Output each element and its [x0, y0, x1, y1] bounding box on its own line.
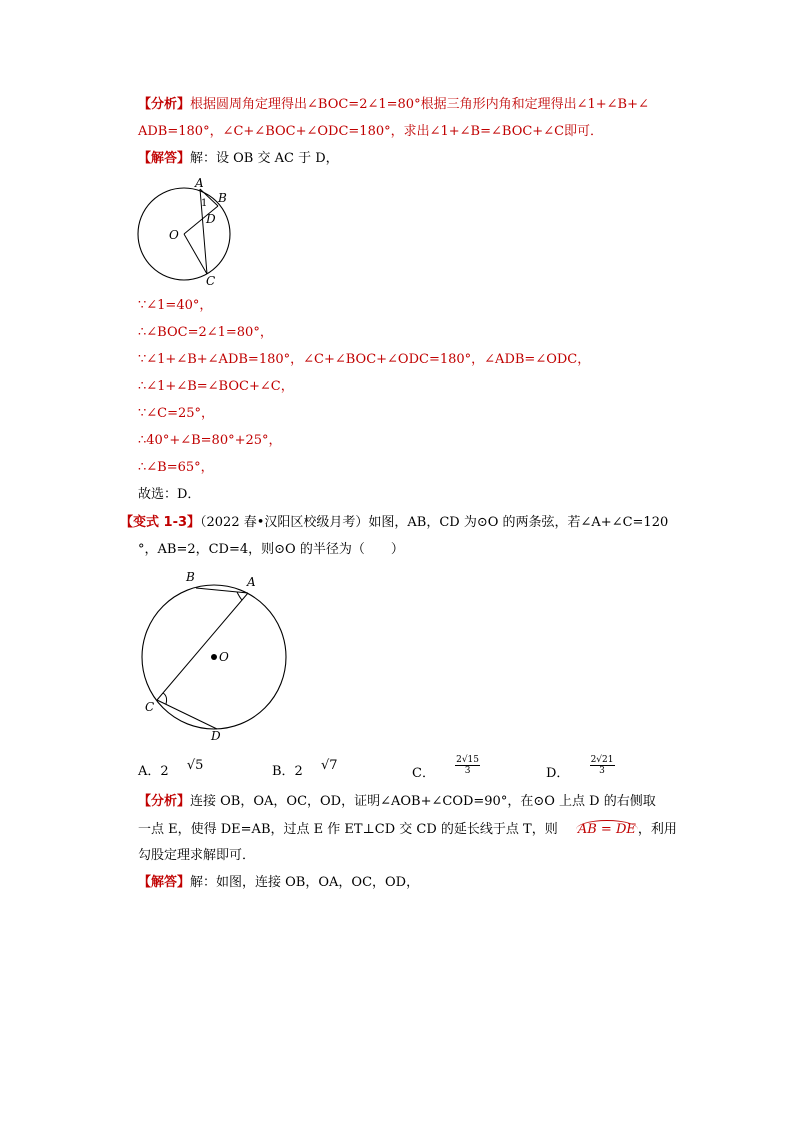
answer-tag: 【解答】: [138, 151, 191, 166]
circle-figure-1: [130, 172, 240, 290]
variant-text-1: （2022 春•汉阳区校级月考）如图，AB，CD 为⊙O 的两条弦，若∠A+∠C=120: [200, 515, 669, 530]
option-b-label: B．2: [272, 764, 303, 779]
conclusion: 故选：D．: [138, 487, 201, 502]
label-a: A: [195, 176, 204, 190]
answer2-line: [138, 874, 419, 892]
option-b-root: √7: [320, 758, 338, 773]
option-c-denominator: 3: [464, 766, 471, 776]
analysis2-line-1: [138, 793, 656, 811]
radius-oc: [184, 234, 207, 274]
variant-tag: 【变式 1-3】: [120, 515, 201, 530]
option-c[interactable]: [412, 755, 480, 784]
analysis-line-2: ADB=180°，∠C+∠BOC+∠ODC=180°，求出∠1+∠B=∠BOC+∠C即可．: [138, 124, 604, 139]
chord-cd: [157, 700, 217, 729]
step-1: ∵∠1=40°，: [138, 298, 213, 313]
variant-line-2: °，AB=2，CD=4，则⊙O 的半径为（ ）: [138, 542, 404, 557]
answer2-intro: 解：如图，连接 OB，OA，OC，OD，: [190, 875, 420, 890]
analysis-line-1: [138, 96, 649, 114]
label-angle-1: 1: [201, 198, 208, 209]
option-c-numerator: 2√15: [456, 755, 480, 765]
option-d-label: D．: [546, 766, 570, 781]
analysis-text-1: 根据圆周角定理得出∠BOC=2∠1=80°根据三角形内角和定理得出∠1+∠B+∠: [190, 97, 649, 112]
step-2: ∴∠BOC=2∠1=80°，: [138, 325, 273, 340]
step-3: ∵∠1+∠B+∠ADB=180°，∠C+∠BOC+∠ODC=180°，∠ADB=∠ODC，: [138, 352, 591, 367]
circle-figure-2: [136, 566, 296, 744]
step-4: ∴∠1+∠B=∠BOC+∠C，: [138, 379, 294, 394]
label-d: D: [206, 212, 216, 226]
label-b: B: [186, 570, 195, 584]
option-d[interactable]: [546, 755, 614, 784]
option-a-root: √5: [186, 758, 204, 773]
option-b[interactable]: [272, 758, 338, 781]
analysis2-text-2: 一点 E，使得 DE=AB，过点 E 作 ET⊥CD 交 CD 的延长线于点 T，则: [138, 822, 558, 837]
label-b: B: [218, 191, 227, 205]
analysis2-line-3: 勾股定理求解即可．: [138, 848, 256, 863]
option-c-fraction: [455, 755, 480, 776]
answer-intro: 解：设 OB 交 AC 于 D，: [190, 151, 339, 166]
step-7: ∴∠B=65°，: [138, 460, 214, 475]
option-c-label: C．: [412, 766, 435, 781]
label-a: A: [247, 575, 256, 589]
answer-line: [138, 150, 339, 168]
option-a-label: A．2: [138, 764, 169, 779]
analysis2-tag: 【分析】: [138, 794, 191, 809]
variant-line-1: [120, 514, 668, 532]
angle-c-arc: [163, 693, 167, 704]
arc-equation: AB = DE: [577, 822, 636, 837]
label-d: D: [211, 729, 221, 743]
angle-a-arc: [237, 592, 242, 600]
chord-ac: [157, 593, 248, 700]
analysis2-text-1: 连接 OB，OA，OC，OD，证明∠AOB+∠COD=90°，在⊙O 上点 D 的右侧取: [190, 794, 656, 809]
label-c: C: [206, 274, 216, 288]
label-c: C: [145, 700, 155, 714]
analysis2-text-2b: ，利用: [637, 822, 677, 837]
analysis2-line-2: [138, 820, 677, 839]
step-5: ∵∠C=25°，: [138, 406, 215, 421]
label-o: O: [169, 228, 179, 242]
option-d-fraction: [590, 755, 615, 776]
center-point: [211, 654, 217, 660]
option-d-numerator: 2√21: [590, 755, 614, 765]
analysis-tag: 【分析】: [138, 97, 191, 112]
answer2-tag: 【解答】: [138, 875, 191, 890]
option-d-denominator: 3: [599, 766, 605, 776]
option-a[interactable]: [138, 758, 204, 781]
step-6: ∴40°+∠B=80°+25°，: [138, 433, 282, 448]
label-o: O: [219, 650, 229, 664]
